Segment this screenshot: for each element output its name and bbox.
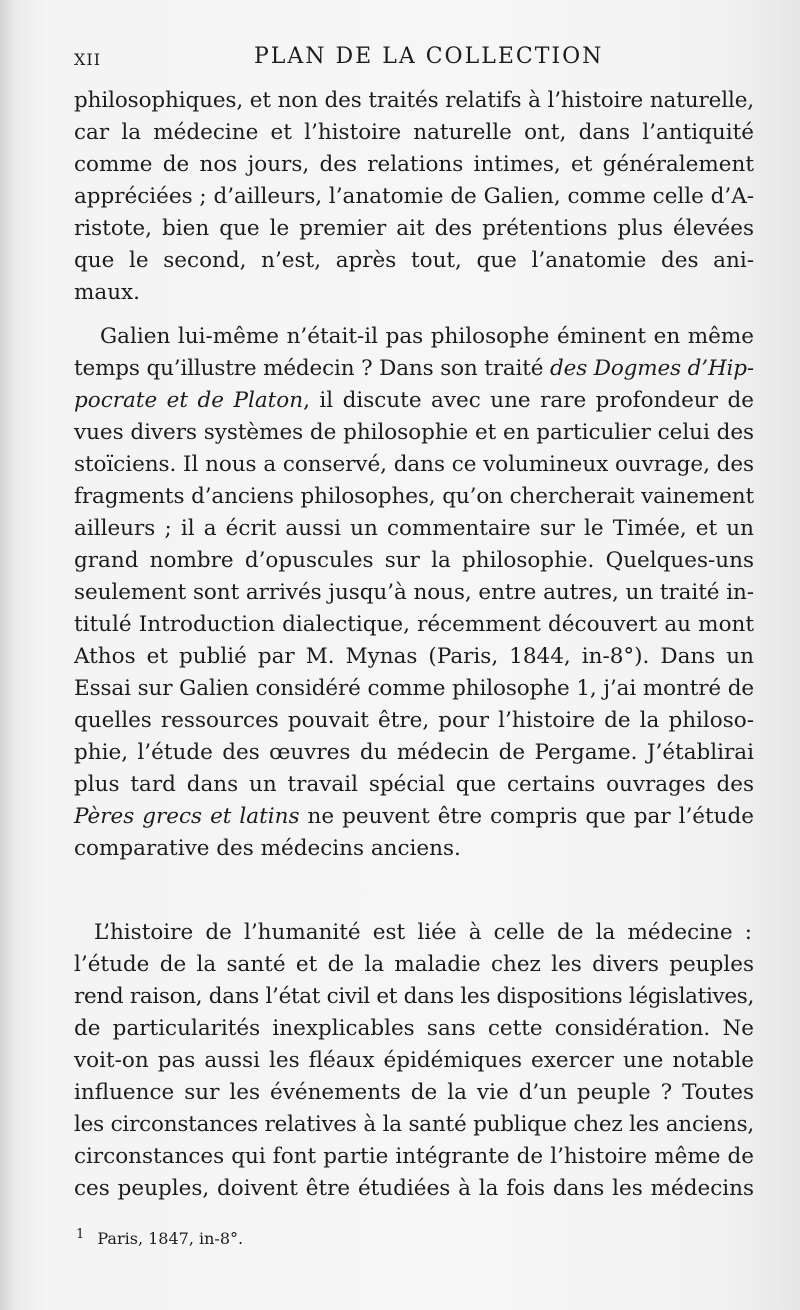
text-line: de particularités inexplicables sans cette considération. Ne bbox=[74, 1016, 754, 1041]
text-line: circonstances qui font partie intégrante de l’histoire même de bbox=[74, 1144, 754, 1169]
page-header bbox=[74, 44, 740, 74]
text-line: stoïciens. Il nous a conservé, dans ce volumineux ouvrage, des bbox=[74, 452, 754, 477]
text-line: comme de nos jours, des relations intimes, et généralement bbox=[74, 152, 754, 177]
text-line: car la médecine et l’histoire naturelle ont, dans l’antiquité bbox=[74, 120, 754, 145]
text-line: Pères grecs et latins ne peuvent être compris que par l’étude bbox=[74, 804, 755, 829]
text-line: titulé Introduction dialectique, récemment découvert au mont bbox=[74, 612, 754, 637]
text-line: les circonstances relatives à la santé publique chez les anciens, bbox=[74, 1112, 755, 1137]
text-line: plus tard dans un travail spécial que certains ouvrages des bbox=[74, 772, 754, 797]
text-line: ailleurs ; il a écrit aussi un commentaire sur le Timée, et un bbox=[74, 516, 754, 541]
text-line: ristote, bien que le premier ait des prétentions plus élevées bbox=[74, 216, 754, 241]
text-line: temps qu’illustre médecin ? Dans son traité des Dogmes d’Hip- bbox=[74, 356, 754, 381]
text-line: Athos et publié par M. Mynas (Paris, 1844, in-8°). Dans un bbox=[74, 644, 754, 669]
text-line: influence sur les événements de la vie d’un peuple ? Toutes bbox=[74, 1080, 754, 1105]
text-line: seulement sont arrivés jusqu’à nous, entre autres, un traité in- bbox=[74, 580, 754, 605]
text-line: grand nombre d’opuscules sur la philosophie. Quelques-uns bbox=[74, 548, 754, 573]
text-line: phie, l’étude des œuvres du médecin de Pergame. J’établirai bbox=[74, 740, 754, 765]
text-line: Galien lui-même n’était-il pas philosophe éminent en même bbox=[100, 324, 754, 349]
text-line: voit-on pas aussi les fléaux épidémiques exercer une notable bbox=[74, 1048, 754, 1073]
text-line: rend raison, dans l’état civil et dans les dispositions législatives, bbox=[74, 984, 754, 1009]
footnote-marker: 1 bbox=[76, 1227, 85, 1242]
text-line: L’histoire de l’humanité est liée à celle de la médecine : bbox=[94, 920, 752, 945]
text-line: ces peuples, doivent être étudiées à la fois dans les médecins bbox=[74, 1176, 754, 1201]
text-line: fragments d’anciens philosophes, qu’on chercherait vainement bbox=[74, 484, 754, 509]
text-line: quelles ressources pouvait être, pour l’histoire de la philoso- bbox=[74, 708, 754, 733]
footnote-text: Paris, 1847, in-8°. bbox=[97, 1229, 244, 1249]
running-title: PLAN DE LA COLLECTION bbox=[254, 44, 604, 69]
text-line: comparative des médecins anciens. bbox=[74, 836, 461, 861]
text-line: pocrate et de Platon, il discute avec une rare profondeur de bbox=[74, 388, 754, 413]
text-line: appréciées ; d’ailleurs, l’anatomie de Galien, comme celle d’A- bbox=[74, 184, 754, 209]
footnote bbox=[76, 1224, 243, 1250]
text-line: vues divers systèmes de philosophie et en particulier celui des bbox=[74, 420, 754, 445]
text-line: l’étude de la santé et de la maladie chez les divers peuples bbox=[74, 952, 754, 977]
text-line: que le second, n’est, après tout, que l’anatomie des ani- bbox=[74, 248, 754, 273]
page-number: XII bbox=[74, 50, 102, 69]
text-line: philosophiques, et non des traités relatifs à l’histoire naturelle, bbox=[74, 88, 754, 113]
text-line: Essai sur Galien considéré comme philosophe 1, j’ai montré de bbox=[74, 676, 754, 701]
text-line: maux. bbox=[74, 280, 141, 305]
